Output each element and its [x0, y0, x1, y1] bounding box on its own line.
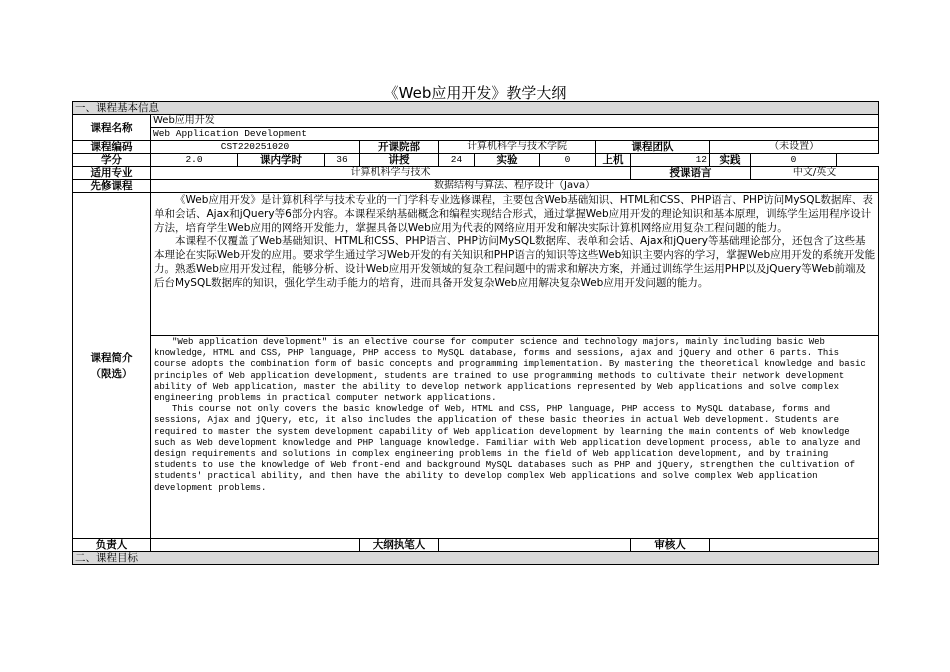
label-writer: 大纲执笔人 [360, 539, 439, 552]
section-course-goals: 二、课程目标 [73, 552, 879, 565]
department: 计算机科学与技术学院 [439, 141, 596, 154]
intro-chinese [151, 193, 879, 336]
class-hours: 36 [325, 154, 360, 167]
label-course-code: 课程编码 [73, 141, 151, 154]
label-computer: 上机 [596, 154, 631, 167]
major: 计算机科学与技术 [151, 167, 631, 180]
label-department: 开课院部 [360, 141, 439, 154]
label-course-intro [73, 193, 151, 539]
practice-hours: 0 [751, 154, 837, 167]
syllabus-table [72, 101, 879, 565]
lecture-hours: 24 [439, 154, 475, 167]
owner [151, 539, 360, 552]
label-prerequisite: 先修课程 [73, 180, 151, 193]
course-code: CST220251020 [151, 141, 360, 154]
label-course-name: 课程名称 [73, 115, 151, 141]
label-course-team: 课程团队 [596, 141, 710, 154]
label-major: 适用专业 [73, 167, 151, 180]
intro-english [151, 336, 879, 539]
label-owner: 负责人 [73, 539, 151, 552]
intro-label-line1: 课程简介 [90, 351, 133, 364]
credit: 2.0 [151, 154, 238, 167]
prerequisite: 数据结构与算法、程序设计（Java） [151, 180, 879, 193]
label-credit: 学分 [73, 154, 151, 167]
section-basic-info: 一、课程基本信息 [73, 102, 879, 115]
label-lecture: 讲授 [360, 154, 439, 167]
experiment-hours: 0 [540, 154, 596, 167]
language: 中文/英文 [751, 167, 879, 180]
label-reviewer: 审核人 [631, 539, 710, 552]
intro-en-paragraph-2: This course not only covers the basic knowledge of Web, HTML and CSS, PHP language, PHP access to MySQL database, forms and sessions, Ajax and jQuery, etc, it also includes the application of these basic theories in actual Web development. Students are required to master the system development capability of Web application development by learning the main contents of Web knowledge such as Web development knowledge and PHP language knowledge. Familiar with Web application development process, able to analyze and design requirements and solutions in complex engineering problems in the field of Web application development, and by training students to use the knowledge of Web front-end and background MySQL databases such as PHP and jQuery, strengthen the cultivation of students' practical ability, and then have the ability to develop complex Web applications and solve complex Web application development problems. [154, 404, 861, 493]
intro-label-line2: （限选） [90, 367, 133, 380]
intro-zh-paragraph-1: 《Web应用开发》是计算机科学与技术专业的一门学科专业选修课程，主要包含Web基础知识、HTML和CSS、PHP语言、PHP访问MySQL数据库、表单和会话、Ajax和jQuery等6部分内容。本课程采纳基础概念和编程实现结合形式，通过掌握Web应用开发的理论知识和基本原理，训练学生运用程序设计方法，培育学生Web应用的网络开发能力，掌握具备以Web应用为代表的网络应用开发和解决实际计算机网络应用复杂工程问题的能力。 [154, 194, 873, 234]
computer-hours: 12 [631, 154, 710, 167]
intro-en-paragraph-1: "Web application development" is an elective course for computer science and technology majors, mainly including basic Web knowledge, HTML and CSS, PHP language, PHP access to MySQL database, forms and sessions, ajax and jQuery and other 6 parts. This course adopts the combination form of basic concepts and programming implementation. By mastering the theoretical knowledge and basic principles of Web application development, students are trained to use programming methods to cultivate their network development ability of Web application, master the ability to develop network applications represented by Web applications and solve complex engineering problems in practical computer network applications. [154, 337, 866, 404]
document-title: 《Web应用开发》教学大纲 [383, 84, 567, 102]
intro-zh-paragraph-2: 本课程不仅覆盖了Web基础知识、HTML和CSS、PHP语言、PHP访问MySQL数据库、表单和会话、Ajax和jQuery等基础理论部分，还包含了这些基本理论在实际Web开发的应用。要求学生通过学习Web开发的有关知识和PHP语言的知识等这些Web知识主要内容的学习，掌握Web应用开发的系统开发能力。熟悉Web应用开发过程，能够分析、设计Web应用开发领域的复杂工程问题中的需求和解决方案，并通过训练学生运用PHP以及jQuery等Web前端及后台MySQL数据库的知识，强化学生动手能力的培育，进而具备开发复杂Web应用解决复杂Web应用开发问题的能力。 [154, 235, 876, 289]
label-practice: 实践 [710, 154, 751, 167]
label-language: 授课语言 [631, 167, 751, 180]
course-name-en: Web Application Development [151, 128, 879, 141]
label-class-hours: 课内学时 [238, 154, 325, 167]
writer [439, 539, 631, 552]
course-name-cn: Web应用开发 [151, 115, 879, 128]
reviewer [710, 539, 879, 552]
label-experiment: 实验 [475, 154, 540, 167]
course-team: （未设置） [710, 141, 879, 154]
